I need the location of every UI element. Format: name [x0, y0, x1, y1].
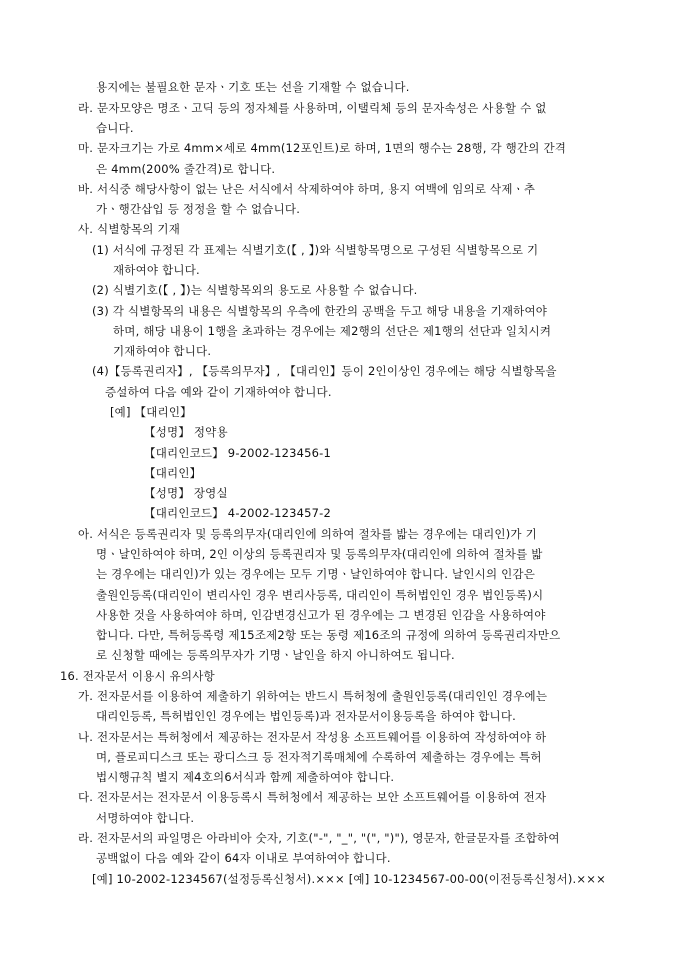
text-line: 명ㆍ날인하여야 하며, 2인 이상의 등록권리자 및 등록의무자(대리인에 의하여 절차를 밟: [96, 547, 543, 561]
text-line: 사용한 것을 사용하여야 하며, 인감변경신고가 된 경우에는 그 변경된 인감을 사용하여야: [96, 608, 546, 622]
text-line: 서명하여야 합니다.: [96, 811, 195, 825]
text-line: (4)【등록권리자】, 【등록의무자】, 【대리인】등이 2인이상인 경우에는 해당 식별항목을: [92, 364, 557, 378]
section-heading: 16. 전자문서 이용시 유의사항: [60, 669, 215, 683]
text-line: [예] 10-2002-1234567(설정등록신청서).××× [예] 10-1234567-00-00(이전등록신청서).×××: [92, 872, 606, 886]
text-line: [예] 【대리인】: [110, 405, 192, 419]
text-line: 【대리인】: [144, 466, 202, 480]
text-line: 라. 전자문서의 파일명은 아라비아 숫자, 기호("-", "_", "(", ")"), 영문자, 한글문자를 조합하여: [78, 831, 560, 845]
text-line: 마. 문자크기는 가로 4mm×세로 4mm(12포인트)로 하며, 1면의 행수는 28행, 각 행간의 간격: [78, 141, 567, 155]
text-line: 합니다. 다만, 특허등록령 제15조제2항 또는 동령 제16조의 규정에 의하여 등록권리자만으: [96, 628, 561, 642]
text-line: 법시행규칙 별지 제4호의6서식과 함께 제출하여야 합니다.: [96, 770, 395, 784]
text-line: 하며, 해당 내용이 1행을 초과하는 경우에는 제2행의 선단은 제1행의 선단과 일치시켜: [113, 324, 552, 338]
text-line: 가ㆍ행간삽입 등 정정을 할 수 없습니다.: [96, 202, 301, 216]
text-line: 재하여야 합니다.: [113, 263, 200, 277]
text-line: 【대리인코드】 4-2002-123457-2: [144, 506, 332, 520]
text-line: (2) 식별기호(【 , 】)는 식별항목외의 용도로 사용할 수 없습니다.: [92, 283, 418, 297]
text-line: 대리인등록, 특허법인인 경우에는 법인등록)과 전자문서이용등록을 하여야 합니다.: [96, 709, 517, 723]
text-line: 용지에는 불필요한 문자ㆍ기호 또는 선을 기재할 수 없습니다.: [96, 80, 410, 94]
text-line: 사. 식별항목의 기재: [78, 222, 181, 236]
text-line: 며, 플로피디스크 또는 광디스크 등 전자적기록매체에 수록하여 제출하는 경우에는 특허: [96, 750, 542, 764]
text-line: 출원인등록(대리인이 변리사인 경우 변리사등록, 대리인이 특허법인인 경우 법인등록)시: [96, 588, 544, 602]
text-line: 로 신청할 때에는 등록의무자가 기명ㆍ날인을 하지 아니하여도 됩니다.: [96, 648, 455, 662]
text-line: (1) 서식에 규정된 각 표제는 식별기호(【 , 】)와 식별항목명으로 구성된 식별항목으로 기: [92, 243, 539, 257]
text-line: 바. 서식중 해당사항이 없는 난은 서식에서 삭제하여야 하며, 용지 여백에 임의로 삭제ㆍ추: [78, 182, 536, 196]
text-line: 다. 전자문서는 전자문서 이용등록시 특허청에서 제공하는 보안 소프트웨어를 이용하여 전자: [78, 790, 547, 804]
text-line: 라. 문자모양은 명조ㆍ고딕 등의 정자체를 사용하며, 이탤릭체 등의 문자속성은 사용할 수 없: [78, 101, 547, 115]
text-line: 【대리인코드】 9-2002-123456-1: [144, 446, 332, 460]
text-line: 습니다.: [96, 121, 134, 135]
text-line: 공백없이 다음 예와 같이 64자 이내로 부여하여야 합니다.: [96, 851, 391, 865]
text-line: 나. 전자문서는 특허청에서 제공하는 전자문서 작성용 소프트웨어를 이용하여 작성하여야 하: [78, 730, 547, 744]
text-line: 가. 전자문서를 이용하여 제출하기 위하여는 반드시 특허청에 출원인등록(대리인인 경우에는: [78, 689, 548, 703]
text-line: (3) 각 식별항목의 내용은 식별항목의 우측에 한칸의 공백을 두고 해당 내용을 기재하여야: [92, 304, 548, 318]
text-line: 는 경우에는 대리인)가 있는 경우에는 모두 기명ㆍ날인하여야 합니다. 날인시의 인감은: [96, 567, 536, 581]
text-line: 기재하여야 합니다.: [113, 344, 212, 358]
text-line: 은 4mm(200% 줄간격)로 합니다.: [96, 162, 276, 176]
text-line: 【성명】 정약용: [144, 425, 228, 439]
text-line: 【성명】 장영실: [144, 486, 228, 500]
text-line: 증설하여 다음 예와 같이 기재하여야 합니다.: [105, 385, 332, 399]
text-line: 아. 서식은 등록권리자 및 등록의무자(대리인에 의하여 절차를 밟는 경우에는 대리인)가 기: [78, 527, 537, 541]
